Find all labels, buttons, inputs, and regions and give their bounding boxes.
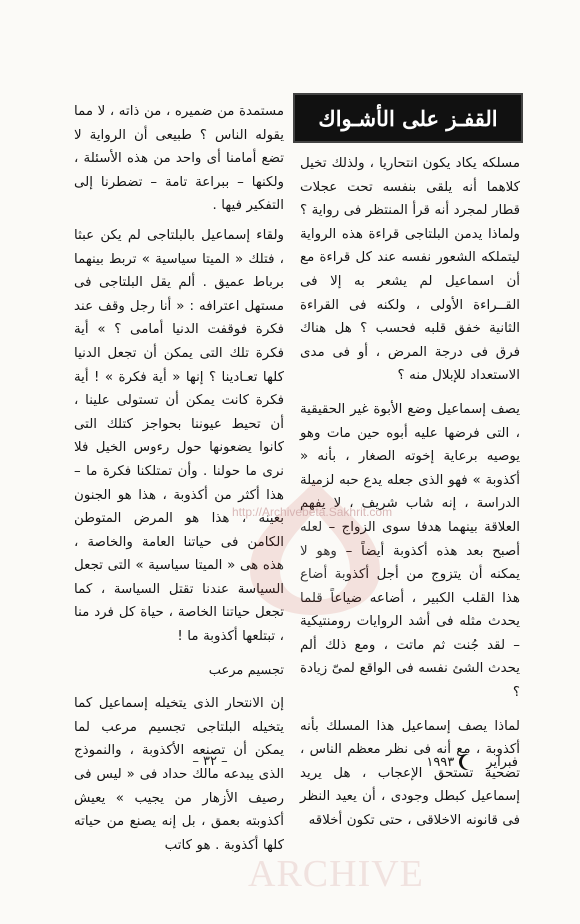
left-column [74,100,284,867]
crescent-icon [462,754,478,770]
article-title-text: القفـز على الأشـواك [318,105,498,131]
section-subheading: تجسيم مرعب [208,662,284,678]
right-paragraph-1: مسلكه يكاد يكون انتحاريا ، ولذلك تخيل كلاهما أنه يلقى بنفسه تحت عجلات قطار لمجرد أنه قرأ المنتظر فى رواية ؟ ولماذا يدمن البلتاجى قراءة هذه الرواية ليتملكه الشعور نفسه عند كل قراءة مع أن اسماعيل لم يشعر به إلا فى القــراءة الأولى ، ولكنه فى القراءة الثانية خفق قلبه فحسب ؟ هل هناك فرق فى درجة المرض ، أو فى مدى الاستعداد للإبلال منه ؟ [299,156,520,384]
watermark-word: ARCHIVE [248,853,424,895]
left-paragraph-1: مستمدة من ضميره ، من ذاته ، لا مما يقوله الناس ؟ طبيعى أن الرواية لا تضع أمامنا أى واحد من هذه الأسئلة ، ولكنها – ببراعة تامة – تضطرنا إلى التفكير فيها . [74,104,284,214]
issue-year: ١٩٩٣ [426,754,455,770]
page-number: – ٣٢ – [192,754,228,769]
right-paragraph-2: يصف إسماعيل وضع الأبوة غير الحقيقية ، التى فرضها عليه أبوه حين مات وهو يوصيه برعاية إخوته الصغار ، بأنه « أكذوبة » فهو الذى جعله يدع حبه لزميلة الدراسة ، إنه شاب شريف ، لا يفهم العلاقة بينهما هدفا سوى الزواج – لعله أصبح بعد هذه أكذوبة أيضاً – وهو لا يمكنه أن يتزوج من أجل أكذوبة أضاع هذا القلب الكبير ، أضاعه ضياعاً قلما يحدث مثله فى أشد الروايات رومنتيكية – لقد جُنت ثم ماتت ، ومع ذلك ألم يحدث الشئ نفسه فى الواقع لمىّ زيادة ؟ [300,401,520,701]
issue-date [388,754,518,770]
right-column [300,152,520,843]
watermark-url: http://Archivebeta.Sakhrit.com [232,505,393,519]
right-paragraph-3: لماذا يصف إسماعيل هذا المسلك بأنه أكذوبة ، مع أنه فى نظر معظم الناس ، تضحية تستحق الإعجاب ، هل يريد إسماعيل كبطل وجودى ، أن يعيد النظر فى قانونه الاخلاقى ، حتى تكون أخلاقه [300,718,520,829]
issue-month: فبراير [486,754,518,770]
article-title [293,93,523,143]
left-paragraph-2: ولقاء إسماعيل بالبلتاجى لم يكن عبثا ، فتلك « الميتا سياسية » تربط بينهما برباط عميق . ألم يقل البلتاجى فى مستهل اعترافه : « أنا رجل وقف عند فكرة فوقفت الدنيا أمامى ؟ » أية فكرة تلك التى يمكن أن تجعل الدنيا كلها تعـادينا ؟ إنها « أية فكرة » ! أية فكرة كانت يمكن أن تستولى علينا ، أن تحيط عيوننا بحواجز كتلك التى كانوا يضعونها حول رءوس الخيل فلا نرى ما حولنا . وأن تمتلكنا فكرة ما – هذا أكثر من أكذوبة ، هذا هو الجنون بعينه ، هذا هو المرض المتوطن الكامن فى حياتنا العامة والخاصة ، هذه هى « الميتا سياسية » التى تجعل السياسة عندنا تقتل السياسة ، كما تجعل حياتنا الخاصة ، حياة كل فرد منا ، تبتلعها أكذوبة ما ! [74,227,284,645]
left-paragraph-3: إن الانتحار الذى يتخيله إسماعيل كما يتخيله البلتاجى تجسيم مرعب لما يمكن أن تصنعه الأكذوبة ، والنموذج الذى يبدعه مالك حداد فى « ليس فى رصيف الأزهار من يجيب » يعيش أكذوبته بعمق ، بل إنه يصنع من حياته كلها أكذوبة . هو كاتب [74,696,284,853]
